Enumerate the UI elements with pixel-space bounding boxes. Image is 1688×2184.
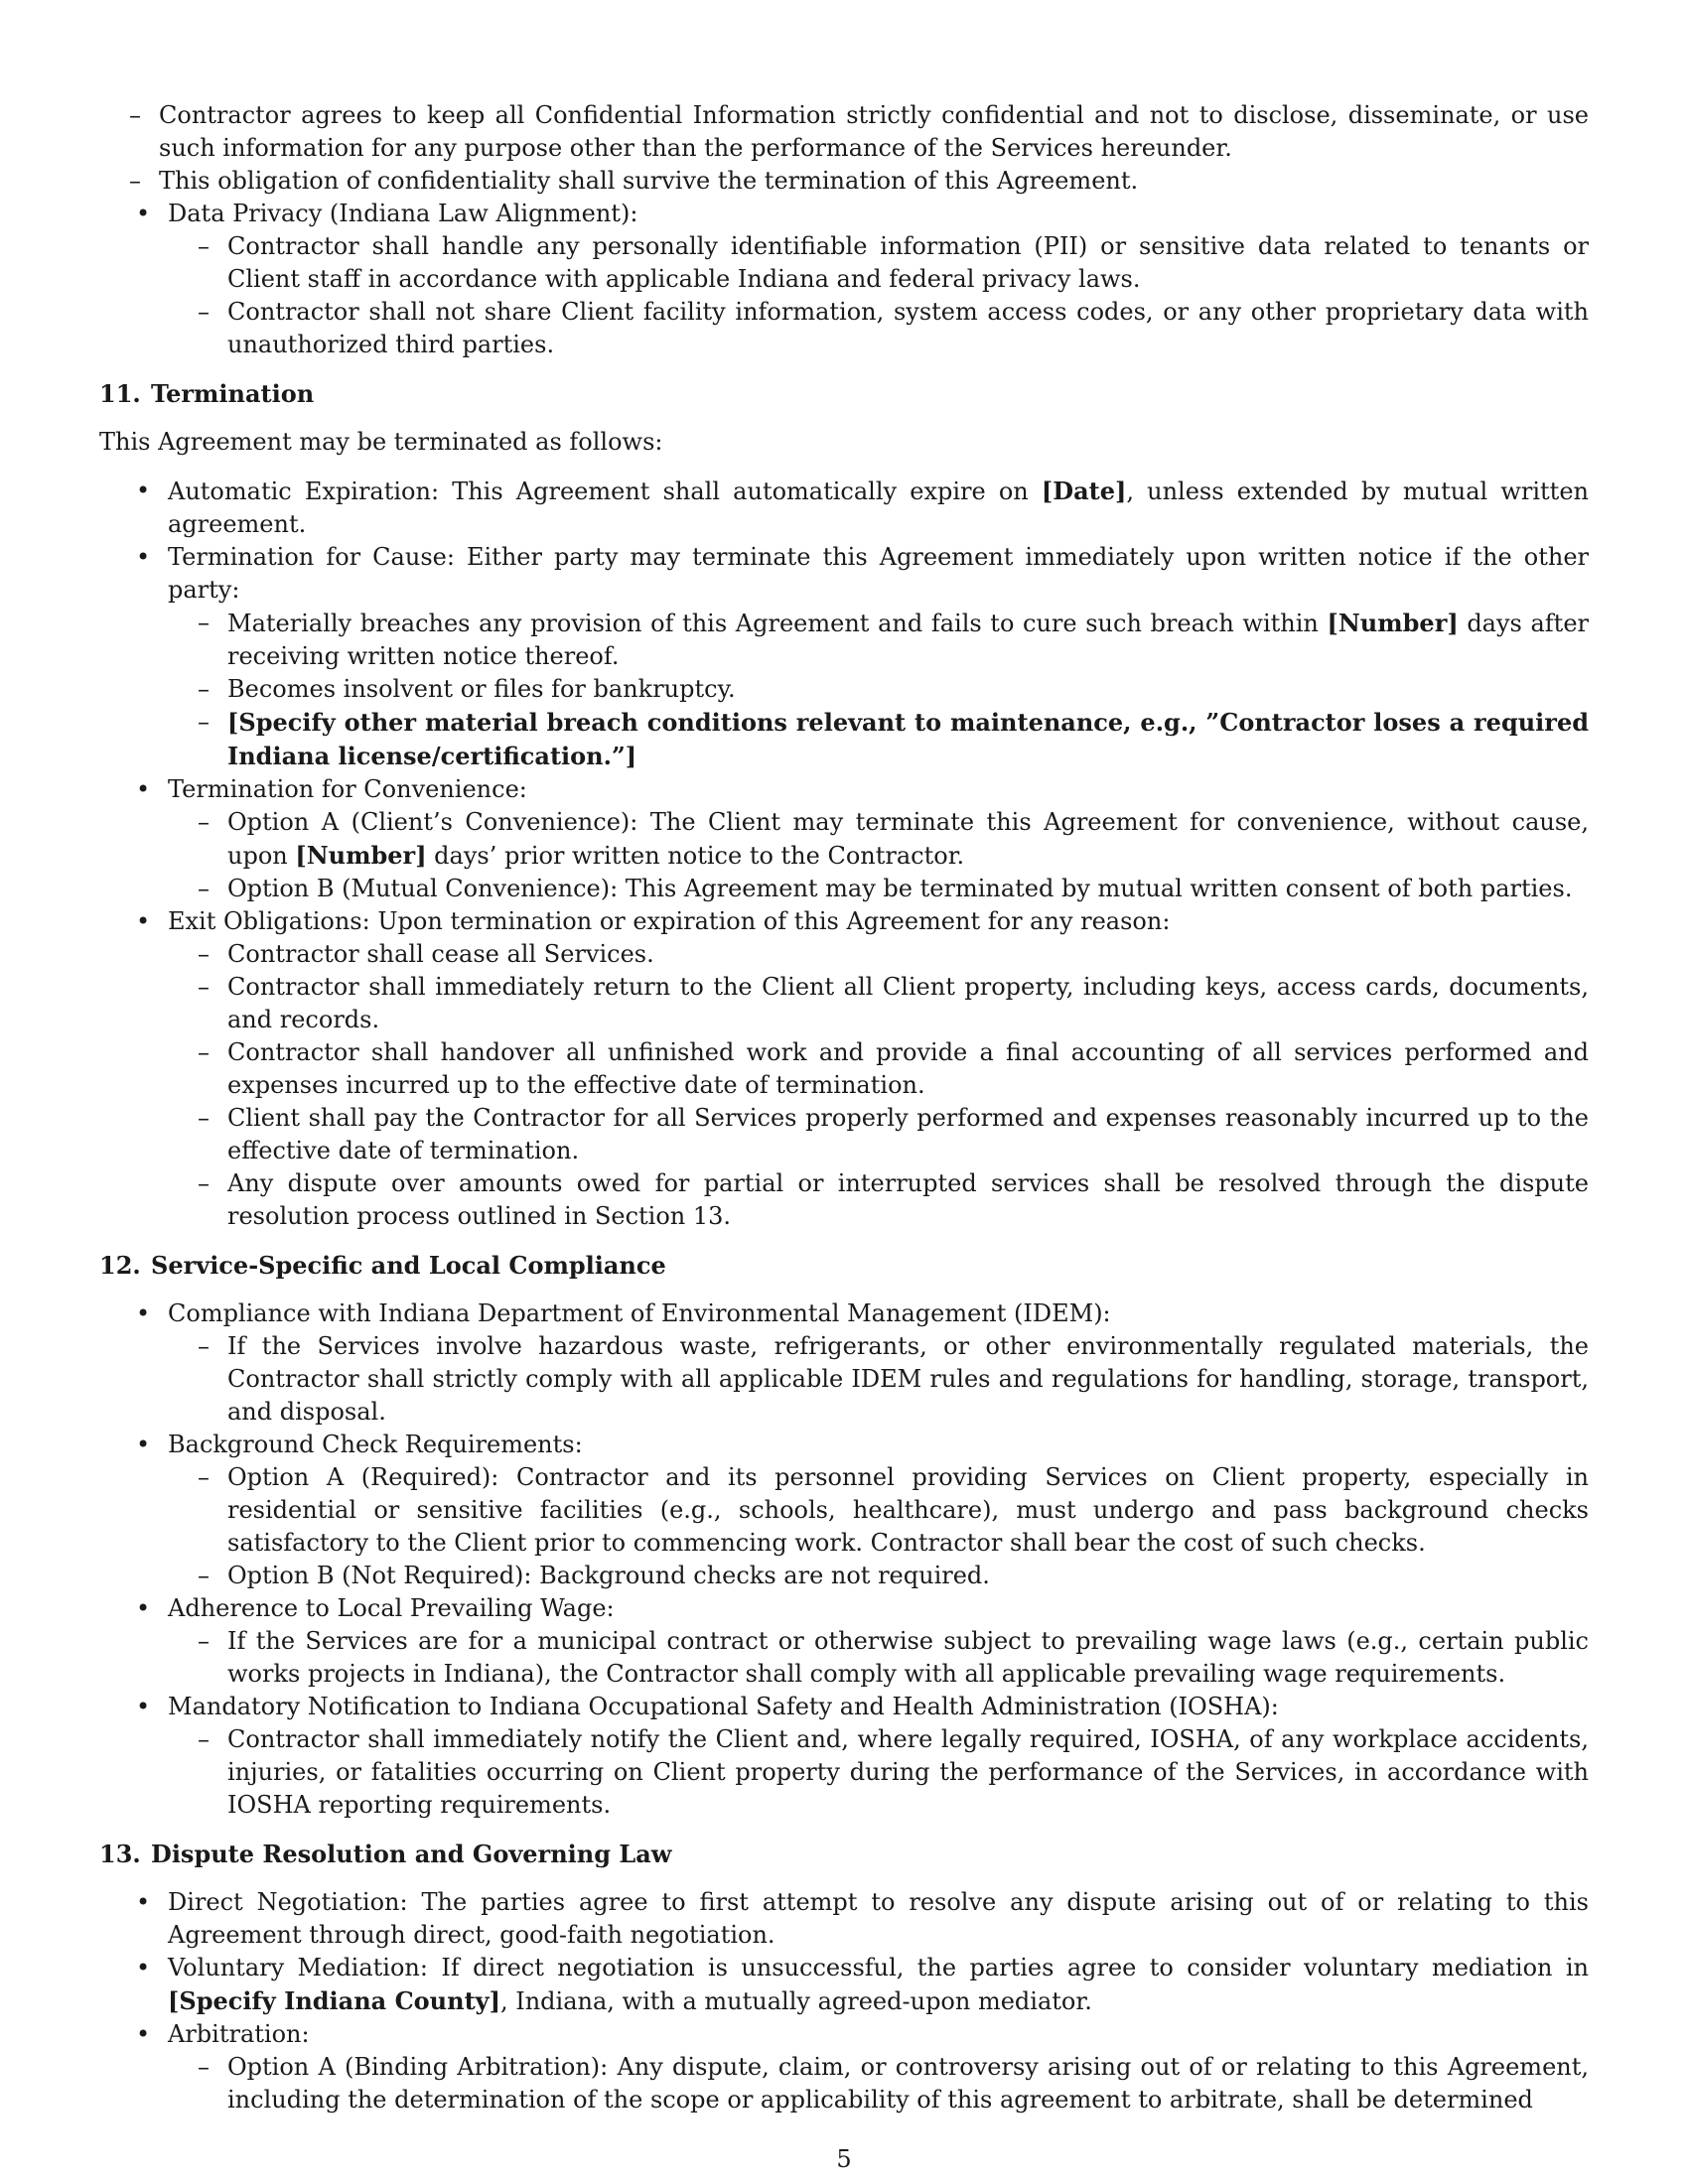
termination-for-convenience-item <box>99 773 1589 905</box>
background-subitems <box>168 1461 1589 1592</box>
background-option-a: – Option A (Required): Contractor and its personnel providing Services on Client property, especially in residential or sensitive facilities (e.g., schools, healthcare), must undergo and pass background checks satisfactory to the Client prior to commencing work. Contractor shall bear the cost of such checks. <box>168 1461 1589 1560</box>
exit-subitem-2: – Contractor shall immediately return to the Client all Client property, including keys, access cards, documents, and records. <box>168 971 1589 1036</box>
section-13-number: 13. <box>99 1840 141 1868</box>
auto-expiration-tail: , unless extended by mutual written agreement. <box>168 478 1589 538</box>
insolvency-item: – Becomes insolvent or files for bankruptcy. <box>168 673 1589 706</box>
iosha-subitem-1: – Contractor shall immediately notify the Client and, where legally required, IOSHA, of any workplace accidents, injuries, or fatalities occurring on Client property during the performance of the Services, in accordance with IOSHA reporting requirements. <box>168 1723 1589 1822</box>
data-privacy-item <box>99 198 1589 361</box>
wage-subitems <box>168 1625 1589 1691</box>
section-11-list <box>99 475 1589 1233</box>
arbitration-item <box>99 2018 1589 2116</box>
section-12-heading <box>99 1249 1589 1282</box>
section-12-title: Service-Specific and Local Compliance <box>151 1251 666 1280</box>
exit-label: Exit Obligations: Upon termination or expiration of this Agreement for any reason: <box>168 907 1171 935</box>
automatic-expiration-item <box>99 475 1589 541</box>
background-label: Background Check Requirements: <box>168 1431 583 1458</box>
idem-item <box>99 1297 1589 1429</box>
exit-subitems <box>168 938 1589 1233</box>
date-placeholder: [Date] <box>1041 477 1127 505</box>
prevailing-wage-item <box>99 1592 1589 1691</box>
data-privacy-subitems <box>168 230 1589 361</box>
mediation-tail: , Indiana, with a mutually agreed-upon mediator. <box>499 1987 1092 2015</box>
section-11-number: 11. <box>99 379 141 408</box>
section-13-heading <box>99 1838 1589 1870</box>
page-number: 5 <box>836 2145 852 2173</box>
section-13-title: Dispute Resolution and Governing Law <box>151 1840 672 1868</box>
data-privacy-list <box>99 198 1589 361</box>
arbitration-subitems <box>168 2051 1589 2116</box>
specify-breach-item <box>168 706 1589 773</box>
option-a-tail: days’ prior written notice to the Contractor. <box>426 842 965 870</box>
breach-item <box>168 607 1589 673</box>
auto-expiration-text: Automatic Expiration: This Agreement shall automatically expire on <box>168 478 1042 505</box>
breach-text: Materially breaches any provision of this Agreement and fails to cure such breach within <box>227 610 1328 637</box>
breach-tail: days after receiving written notice thereof. <box>227 610 1590 670</box>
document-body <box>99 99 1589 2116</box>
idem-subitems <box>168 1330 1589 1429</box>
data-privacy-label: Data Privacy (Indiana Law Alignment): <box>168 200 638 227</box>
section-12-list <box>99 1297 1589 1822</box>
confidentiality-item-1: – Contractor agrees to keep all Confidential Information strictly confidential and not to disclose, disseminate, or use such information for any purpose other than the performance of the Services hereunder. <box>99 99 1589 165</box>
section-13-list <box>99 1886 1589 2116</box>
data-privacy-subitem-2: – Contractor shall not share Client facility information, system access codes, or any other proprietary data with unauthorized third parties. <box>168 296 1589 361</box>
exit-subitem-5: – Any dispute over amounts owed for partial or interrupted services shall be resolved through the dispute resolution process outlined in Section 13. <box>168 1167 1589 1233</box>
convenience-option-b: – Option B (Mutual Convenience): This Agreement may be terminated by mutual written consent of both parties. <box>168 873 1589 905</box>
background-option-b: – Option B (Not Required): Background checks are not required. <box>168 1560 1589 1592</box>
iosha-subitems <box>168 1723 1589 1822</box>
voluntary-mediation-item <box>99 1952 1589 2018</box>
arbitration-option-a: – Option A (Binding Arbitration): Any dispute, claim, or controversy arising out of or relating to this Agreement, including the determination of the scope or applicability of this agreement to arbitrate, shall be determined <box>168 2051 1589 2116</box>
arbitration-label: Arbitration: <box>168 2020 310 2048</box>
idem-label: Compliance with Indiana Department of Environmental Management (IDEM): <box>168 1299 1111 1327</box>
for-cause-subitems <box>168 607 1589 773</box>
option-a-text: Option A (Client’s Convenience): The Client may terminate this Agreement for convenience, without cause, upon <box>227 808 1589 870</box>
confidentiality-subitems <box>99 99 1589 198</box>
iosha-item <box>99 1691 1589 1822</box>
section-11-intro: This Agreement may be terminated as follows: <box>99 428 663 456</box>
direct-negotiation-item: • Direct Negotiation: The parties agree to first attempt to resolve any dispute arising out of or relating to this Agreement through direct, good-faith negotiation. <box>99 1886 1589 1952</box>
for-convenience-label: Termination for Convenience: <box>168 775 527 803</box>
section-11-heading <box>99 377 1589 410</box>
county-placeholder: [Specify Indiana County] <box>168 1986 500 2015</box>
for-cause-label: Termination for Cause: Either party may terminate this Agreement immediately upon written notice if the other party: <box>168 543 1589 604</box>
wage-subitem-1: – If the Services are for a municipal contract or otherwise subject to prevailing wage laws (e.g., certain public works projects in Indiana), the Contractor shall comply with all applicable prevailing wage requirements. <box>168 1625 1589 1691</box>
breach-number-placeholder: [Number] <box>1327 609 1459 637</box>
specify-breach-text: [Specify other material breach conditions relevant to maintenance, e.g., ”Contractor loses a required Indiana license/certification.”] <box>227 708 1589 770</box>
termination-for-cause-item <box>99 541 1589 773</box>
exit-subitem-3: – Contractor shall handover all unfinished work and provide a final accounting of all services performed and expenses incurred up to the effective date of termination. <box>168 1036 1589 1102</box>
for-convenience-subitems <box>168 806 1589 905</box>
mediation-text: Voluntary Mediation: If direct negotiation is unsuccessful, the parties agree to consider voluntary mediation in <box>168 1954 1589 1981</box>
iosha-label: Mandatory Notification to Indiana Occupational Safety and Health Administration (IOSHA): <box>168 1693 1279 1720</box>
convenience-option-a <box>168 806 1589 873</box>
confidentiality-item-2: – This obligation of confidentiality shall survive the termination of this Agreement. <box>99 165 1589 198</box>
background-check-item <box>99 1429 1589 1592</box>
notice-days-placeholder: [Number] <box>295 841 427 870</box>
wage-label: Adherence to Local Prevailing Wage: <box>168 1594 615 1622</box>
section-12-number: 12. <box>99 1251 141 1280</box>
idem-subitem-1: – If the Services involve hazardous waste, refrigerants, or other environmentally regulated materials, the Contractor shall strictly comply with all applicable IDEM rules and regulations for handling, storage, transport, and disposal. <box>168 1330 1589 1429</box>
exit-subitem-1: – Contractor shall cease all Services. <box>168 938 1589 971</box>
section-11-title: Termination <box>151 379 315 408</box>
data-privacy-subitem-1: – Contractor shall handle any personally identifiable information (PII) or sensitive data related to tenants or Client staff in accordance with applicable Indiana and federal privacy laws. <box>168 230 1589 296</box>
exit-obligations-item <box>99 905 1589 1233</box>
exit-subitem-4: – Client shall pay the Contractor for all Services properly performed and expenses reasonably incurred up to the effective date of termination. <box>168 1102 1589 1167</box>
